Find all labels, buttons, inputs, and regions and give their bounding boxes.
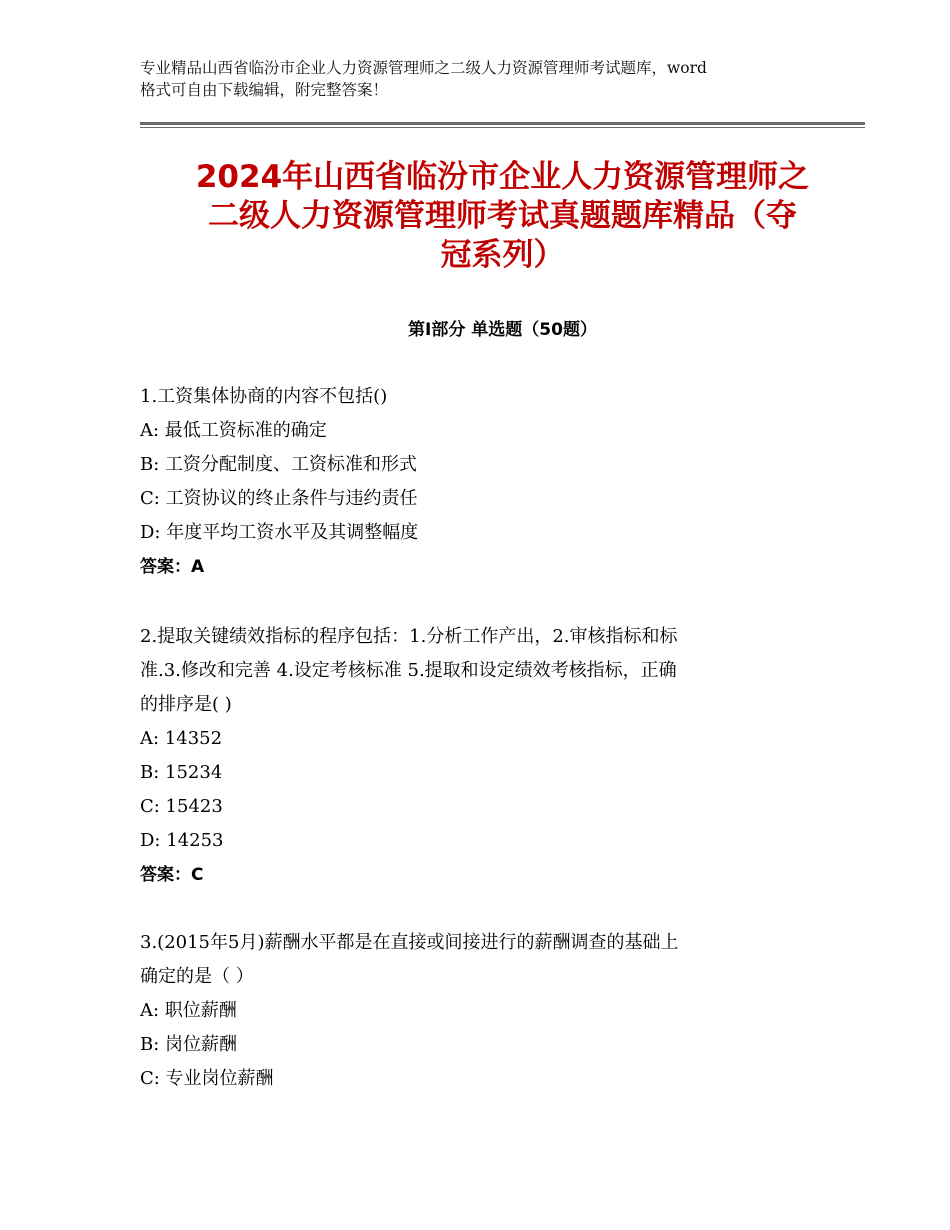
question-stem: 准.3.修改和完善 4.设定考核标准 5.提取和设定绩效考核指标，正确	[140, 660, 677, 681]
question-stem: 1.工资集体协商的内容不包括()	[140, 386, 388, 407]
header-divider-thin	[140, 127, 865, 128]
header-note-line: 专业精品山西省临汾市企业人力资源管理师之二级人力资源管理师考试题库，word	[140, 59, 707, 77]
question-3	[140, 926, 830, 1096]
option-b: B: 15234	[140, 762, 223, 783]
question-stem: 确定的是（ ）	[140, 966, 254, 987]
question-stem: 2.提取关键绩效指标的程序包括：1.分析工作产出，2.审核指标和标	[140, 626, 678, 647]
header-note-line: 格式可自由下载编辑，附完整答案！	[140, 81, 389, 99]
question-stem: 3.(2015年5月)薪酬水平都是在直接或间接进行的薪酬调查的基础上	[140, 932, 679, 953]
header-note	[140, 57, 830, 101]
answer-label: 答案：A	[140, 557, 205, 577]
option-b: B: 工资分配制度、工资标准和形式	[140, 454, 418, 475]
option-d: D: 年度平均工资水平及其调整幅度	[140, 522, 419, 543]
question-1	[140, 380, 830, 584]
option-a: A: 最低工资标准的确定	[140, 420, 327, 441]
document-title	[140, 158, 865, 275]
question-stem: 的排序是( )	[140, 694, 232, 715]
option-d: D: 14253	[140, 830, 224, 851]
option-c: C: 工资协议的终止条件与违约责任	[140, 488, 418, 509]
section-heading: 第Ⅰ部分 单选题（50题）	[408, 320, 597, 340]
header-divider-thick	[140, 122, 865, 125]
option-a: A: 14352	[140, 728, 223, 749]
option-c: C: 15423	[140, 796, 223, 817]
title-line: 二级人力资源管理师考试真题题库精品（夺	[208, 198, 797, 234]
answer-label: 答案：C	[140, 865, 204, 885]
option-a: A: 职位薪酬	[140, 1000, 237, 1021]
title-line: 冠系列）	[440, 237, 565, 273]
question-2	[140, 620, 830, 892]
title-line: 2024年山西省临汾市企业人力资源管理师之	[195, 159, 810, 195]
option-c: C: 专业岗位薪酬	[140, 1068, 274, 1089]
option-b: B: 岗位薪酬	[140, 1034, 238, 1055]
